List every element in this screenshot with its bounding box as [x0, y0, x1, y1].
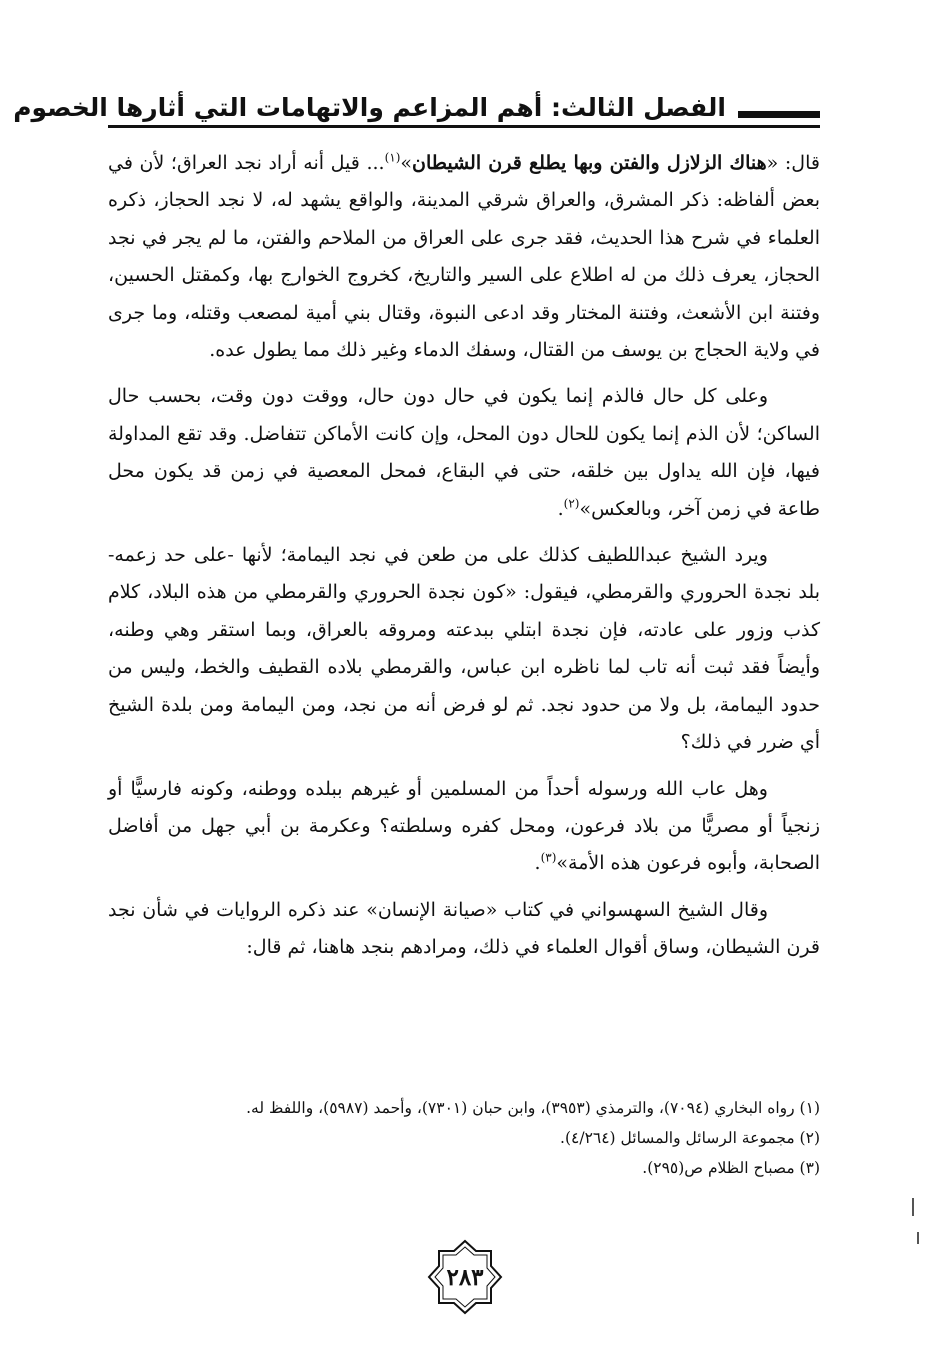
paragraph-5 [108, 892, 820, 967]
page-number-ornament [425, 1237, 505, 1317]
p1-lead: قال: « [766, 152, 820, 174]
header-decorative-bar [738, 111, 820, 118]
p5-text: وقال الشيخ السهسواني في كتاب «صيانة الإنسان» عند ذكره الروايات في شأن نجد قرن الشيطان، وساق أقوال العلماء في ذلك، ومرادهم بنجد هاهنا، ثم قال: [108, 898, 820, 959]
header-rule [108, 125, 820, 128]
p4-text: وهل عاب الله ورسوله أحداً من المسلمين أو غيرهم ببلده ووطنه، وكونه فارسيًّا أو زنجياً أو مصريًّا من بلاد فرعون، ومحل كفره وسلطته؟ وعكرمة بن أبي جهل من أفاضل الصحابة، وأبوه فرعون هذه الأمة» [108, 777, 820, 875]
footnote-3: (٣) مصباح الظلام ص(٢٩٥). [642, 1159, 820, 1177]
running-header [13, 82, 820, 128]
paragraph-2 [108, 378, 820, 528]
footnote-ref-2: (٢) [563, 496, 580, 511]
hadith-quote: هناك الزلازل والفتن وبها يطلع قرن الشيطان [412, 152, 767, 174]
chapter-title: الفصل الثالث: أهم المزاعم والاتهامات التي أثارها الخصوم [13, 93, 726, 122]
footnote-1: (١) رواه البخاري (٧٠٩٤)، والترمذي (٣٩٥٣)، وابن حبان (٧٣٠١)، وأحمد (٥٩٨٧)، واللفظ له. [246, 1099, 820, 1117]
p2-text: وعلى كل حال فالذم إنما يكون في حال دون حال، ووقت دون وقت، بحسب حال الساكن؛ لأن الذم إنما يكون للحال دون المحل، وإن كانت الأماكن تتفاضل. وقد تقع المداولة فيها، فإن الله يداول بين خلقه، حتى في البقاع، فمحل المعصية في زمن قد يكون محل طاعة في زمن آخر، وبالعكس» [108, 385, 820, 520]
footnotes [108, 1093, 820, 1183]
p4-end: . [534, 852, 541, 875]
main-text [108, 145, 820, 976]
scan-edge-mark [912, 1198, 914, 1216]
paragraph-3 [108, 537, 820, 761]
p3-text: ويرد الشيخ عبداللطيف كذلك على من طعن في نجد اليمامة؛ لأنها -على حد زعمه- بلد نجدة الحروري والقرمطي، فيقول: «كون نجدة الحروري والقرمطي من هذه البلاد، كلام كذب وزور على عادته، فإن نجدة ابتلي ببدعته ومروقه بالعراق، وبما استقر وهي وطنه، وأيضاً فقد ثبت أنه تاب لما ناظره ابن عباس، والقرمطي بلاده القطيف والخط، وليس من حدود اليمامة، بل ولا من حدود نجد. ثم لو فرض أنه من نجد، ومن اليمامة ومن بلدة الشيخ أي ضرر في ذلك؟ [108, 544, 820, 754]
footnote-ref-3: (٣) [540, 850, 557, 865]
footnote-2: (٢) مجموعة الرسائل والمسائل (٤/٢٦٤). [560, 1129, 820, 1147]
page-number: ٢٨٣ [446, 1263, 484, 1291]
paragraph-1 [108, 145, 820, 369]
paragraph-4 [108, 771, 820, 883]
scan-edge-mark [917, 1232, 919, 1244]
footnote-ref-1: (١) [384, 150, 401, 165]
p2-end: . [557, 497, 564, 520]
p1-rest: ... قيل أنه أراد نجد العراق؛ لأن في بعض ألفاظه: ذكر المشرق، والعراق شرقي المدينة، والواقع يشهد له، لا نجد الحجاز، ذكره العلماء في شرح هذا الحديث، فقد جرى على العراق من الملاحم والفتن، ما لم يجر في نجد الحجاز، يعرف ذلك من له اطلاع على السير والتاريخ، كخروج الخوارج بها، وكمقتل الحسين، وفتنة ابن الأشعث، وفتنة المختار وقد ادعى النبوة، وقتال بني أمية لمصعب وقتله، وما جرى في ولاية الحجاج بن يوسف من القتال، وسفك الدماء وغير ذلك مما يطول عده. [108, 152, 820, 362]
p1-close: » [400, 152, 413, 174]
